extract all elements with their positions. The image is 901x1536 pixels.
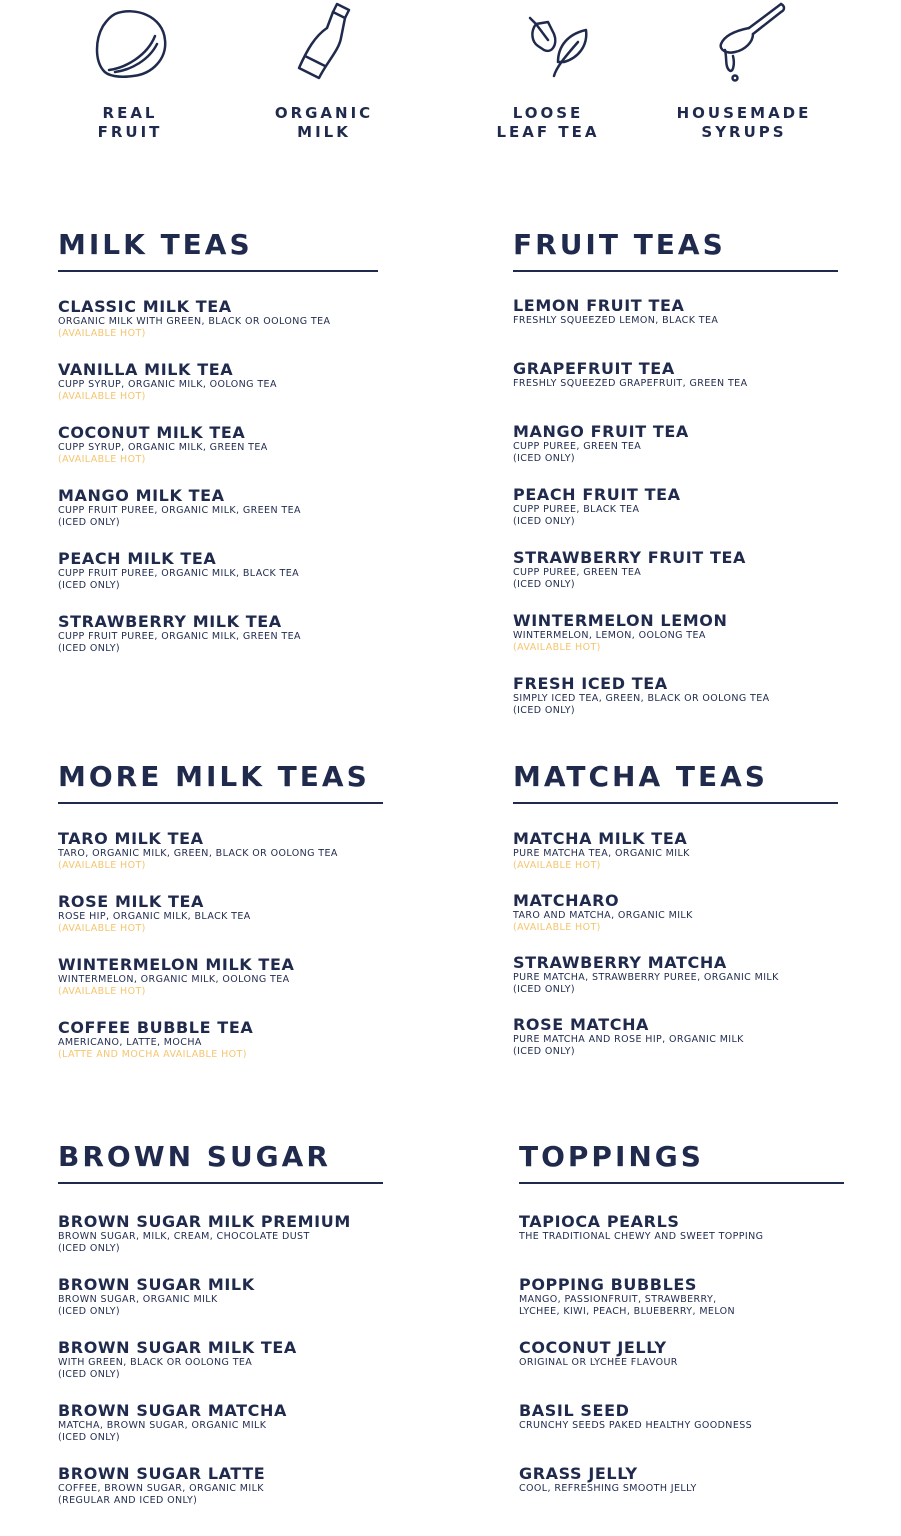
syrup-spoon-icon — [689, 0, 799, 88]
item-note-hot: (LATTE AND MOCHA AVAILABLE HOT) — [58, 1048, 247, 1060]
item-name: MANGO FRUIT TEA — [513, 422, 689, 441]
item-description: TARO AND MATCHA, ORGANIC MILK — [513, 910, 693, 921]
menu-item — [58, 360, 277, 402]
item-name: COCONUT MILK TEA — [58, 423, 246, 442]
item-description: BROWN SUGAR, ORGANIC MILK — [58, 1294, 218, 1305]
section-divider — [513, 802, 838, 804]
item-description: CUPP FRUIT PUREE, ORGANIC MILK, GREEN TEA — [58, 505, 301, 516]
menu-item — [58, 423, 268, 465]
menu-item — [519, 1212, 763, 1243]
section-divider — [519, 1182, 844, 1184]
item-name: ROSE MILK TEA — [58, 892, 205, 911]
menu-item — [513, 891, 693, 933]
item-description: FRESHLY SQUEEZED LEMON, BLACK TEA — [513, 315, 719, 326]
feature-label-line2: FRUIT — [97, 123, 163, 141]
item-note-hot: (AVAILABLE HOT) — [58, 859, 146, 871]
item-description: PURE MATCHA TEA, ORGANIC MILK — [513, 848, 690, 859]
menu-item — [513, 1015, 744, 1057]
feature-label-line1: HOUSEMADE — [676, 104, 812, 122]
item-description: TARO, ORGANIC MILK, GREEN, BLACK OR OOLONG TEA — [58, 848, 338, 859]
item-description: CUPP SYRUP, ORGANIC MILK, GREEN TEA — [58, 442, 268, 453]
menu-item — [519, 1338, 678, 1369]
item-description: CUPP PUREE, GREEN TEA — [513, 441, 642, 452]
item-note: (ICED ONLY) — [58, 579, 121, 591]
menu-item — [513, 485, 681, 527]
milk-bottle-icon — [279, 0, 369, 88]
item-name: MATCHA MILK TEA — [513, 829, 688, 848]
menu-item — [58, 549, 299, 591]
item-note: (ICED ONLY) — [58, 1368, 121, 1380]
item-description: BROWN SUGAR, MILK, CREAM, CHOCOLATE DUST — [58, 1231, 310, 1242]
feature-housemade-syrups — [659, 0, 829, 141]
section-divider — [513, 270, 838, 272]
section-toppings — [519, 1140, 844, 1494]
menu-item — [58, 1018, 253, 1060]
item-note: (ICED ONLY) — [513, 452, 576, 464]
item-note-hot: (AVAILABLE HOT) — [513, 921, 601, 933]
item-description: ORGANIC MILK WITH GREEN, BLACK OR OOLONG TEA — [58, 316, 331, 327]
item-description: MANGO, PASSIONFRUIT, STRAWBERRY, — [519, 1294, 717, 1305]
feature-label-line2: MILK — [297, 123, 351, 141]
item-name: BROWN SUGAR MILK PREMIUM — [58, 1212, 351, 1231]
section-divider — [58, 1182, 383, 1184]
item-name: STRAWBERRY FRUIT TEA — [513, 548, 747, 567]
item-note-hot: (AVAILABLE HOT) — [58, 985, 146, 997]
menu-item — [58, 829, 338, 871]
item-note: (ICED ONLY) — [513, 515, 576, 527]
item-description: CUPP FRUIT PUREE, ORGANIC MILK, BLACK TEA — [58, 568, 300, 579]
menu-item — [58, 1464, 265, 1506]
item-description: CUPP SYRUP, ORGANIC MILK, OOLONG TEA — [58, 379, 277, 390]
menu-item — [513, 829, 690, 871]
feature-real-fruit — [45, 0, 215, 141]
item-name: LEMON FRUIT TEA — [513, 296, 685, 315]
feature-label-line2: LEAF TEA — [496, 123, 600, 141]
item-description: PURE MATCHA, STRAWBERRY PUREE, ORGANIC MILK — [513, 972, 779, 983]
item-description: WINTERMELON, LEMON, OOLONG TEA — [513, 630, 706, 641]
menu-item — [58, 1275, 255, 1317]
menu-item — [513, 953, 779, 995]
item-note: (ICED ONLY) — [513, 704, 576, 716]
menu-item — [519, 1464, 697, 1495]
section-title: MORE MILK TEAS — [58, 760, 370, 793]
section-divider — [58, 270, 378, 272]
item-name: STRAWBERRY MILK TEA — [58, 612, 282, 631]
item-note-hot: (AVAILABLE HOT) — [58, 453, 146, 465]
item-name: TARO MILK TEA — [58, 829, 204, 848]
item-description: PURE MATCHA AND ROSE HIP, ORGANIC MILK — [513, 1034, 744, 1045]
item-name: CLASSIC MILK TEA — [58, 297, 232, 316]
item-name: GRASS JELLY — [519, 1464, 638, 1483]
item-description: COFFEE, BROWN SUGAR, ORGANIC MILK — [58, 1483, 264, 1494]
menu-item — [513, 296, 718, 327]
item-name: PEACH FRUIT TEA — [513, 485, 681, 504]
feature-label-line1: LOOSE — [512, 104, 584, 122]
item-note: (ICED ONLY) — [513, 1045, 576, 1057]
item-description: CUPP PUREE, GREEN TEA — [513, 567, 642, 578]
item-name: BROWN SUGAR MATCHA — [58, 1401, 287, 1420]
feature-loose-leaf-tea — [463, 0, 633, 141]
item-description: WITH GREEN, BLACK OR OOLONG TEA — [58, 1357, 253, 1368]
item-name: PEACH MILK TEA — [58, 549, 217, 568]
menu-item — [58, 1212, 351, 1254]
lemon-icon — [85, 0, 175, 88]
menu-item — [58, 612, 301, 654]
menu-item — [519, 1275, 735, 1317]
item-note: LYCHEE, KIWI, PEACH, BLUEBERRY, MELON — [519, 1305, 736, 1317]
item-name: VANILLA MILK TEA — [58, 360, 234, 379]
feature-label-line2: SYRUPS — [701, 123, 787, 141]
item-description: COOL, REFRESHING SMOOTH JELLY — [519, 1483, 697, 1494]
section-title: MILK TEAS — [58, 228, 253, 261]
item-note: (ICED ONLY) — [513, 578, 576, 590]
item-name: BROWN SUGAR MILK TEA — [58, 1338, 297, 1357]
item-note: (ICED ONLY) — [58, 642, 121, 654]
feature-label-line1: REAL — [102, 104, 158, 122]
item-description: FRESHLY SQUEEZED GRAPEFRUIT, GREEN TEA — [513, 378, 748, 389]
item-name: COCONUT JELLY — [519, 1338, 667, 1357]
item-note-hot: (AVAILABLE HOT) — [58, 390, 146, 402]
menu-item — [513, 422, 689, 464]
item-description: CRUNCHY SEEDS PAKED HEALTHY GOODNESS — [519, 1420, 753, 1431]
item-name: MANGO MILK TEA — [58, 486, 225, 505]
section-milk-teas — [58, 228, 378, 654]
item-name: COFFEE BUBBLE TEA — [58, 1018, 254, 1037]
item-note: (ICED ONLY) — [58, 516, 121, 528]
item-note-hot: (AVAILABLE HOT) — [58, 922, 146, 934]
item-description: WINTERMELON, ORGANIC MILK, OOLONG TEA — [58, 974, 290, 985]
section-title: MATCHA TEAS — [513, 760, 768, 793]
item-note: (ICED ONLY) — [513, 983, 576, 995]
item-description: ORIGINAL OR LYCHEE FLAVOUR — [519, 1357, 678, 1368]
item-description: THE TRADITIONAL CHEWY AND SWEET TOPPING — [519, 1231, 764, 1242]
menu-item — [58, 892, 251, 934]
item-name: WINTERMELON MILK TEA — [58, 955, 295, 974]
item-description: CUPP FRUIT PUREE, ORGANIC MILK, GREEN TEA — [58, 631, 301, 642]
item-name: FRESH ICED TEA — [513, 674, 668, 693]
menu-item — [513, 611, 727, 653]
item-name: BASIL SEED — [519, 1401, 630, 1420]
menu-item — [58, 297, 330, 339]
item-name: GRAPEFRUIT TEA — [513, 359, 675, 378]
item-note: (ICED ONLY) — [58, 1431, 121, 1443]
item-note: (ICED ONLY) — [58, 1242, 121, 1254]
section-title: FRUIT TEAS — [513, 228, 726, 261]
section-brown-sugar — [58, 1140, 383, 1506]
item-name: BROWN SUGAR LATTE — [58, 1464, 266, 1483]
item-name: WINTERMELON LEMON — [513, 611, 728, 630]
item-note-hot: (AVAILABLE HOT) — [513, 859, 601, 871]
menu-item — [58, 1338, 297, 1380]
item-note-hot: (AVAILABLE HOT) — [58, 327, 146, 339]
item-name: TAPIOCA PEARLS — [519, 1212, 680, 1231]
item-note-hot: (AVAILABLE HOT) — [513, 641, 601, 653]
section-title: BROWN SUGAR — [58, 1140, 331, 1173]
item-description: ROSE HIP, ORGANIC MILK, BLACK TEA — [58, 911, 251, 922]
item-name: ROSE MATCHA — [513, 1015, 650, 1034]
section-divider — [58, 802, 383, 804]
menu-item — [58, 955, 294, 997]
section-more-milk-teas — [58, 760, 383, 1060]
item-note: (ICED ONLY) — [58, 1305, 121, 1317]
item-name: BROWN SUGAR MILK — [58, 1275, 255, 1294]
menu-item — [58, 1401, 287, 1443]
item-name: MATCHARO — [513, 891, 620, 910]
section-fruit-teas — [513, 228, 838, 716]
section-matcha-teas — [513, 760, 838, 1057]
menu-item — [513, 548, 746, 590]
menu-item — [513, 674, 770, 716]
item-name: POPPING BUBBLES — [519, 1275, 698, 1294]
menu-item — [58, 486, 301, 528]
item-name: STRAWBERRY MATCHA — [513, 953, 727, 972]
menu-item — [519, 1401, 752, 1432]
menu-item — [513, 359, 747, 390]
item-description: AMERICANO, LATTE, MOCHA — [58, 1037, 202, 1048]
item-description: MATCHA, BROWN SUGAR, ORGANIC MILK — [58, 1420, 267, 1431]
item-note: (REGULAR AND ICED ONLY) — [58, 1494, 198, 1506]
feature-label-line1: ORGANIC — [274, 104, 374, 122]
feature-organic-milk — [239, 0, 409, 141]
section-title: TOPPINGS — [519, 1140, 704, 1173]
tea-leaves-icon — [498, 0, 598, 88]
item-description: CUPP PUREE, BLACK TEA — [513, 504, 640, 515]
item-description: SIMPLY ICED TEA, GREEN, BLACK OR OOLONG TEA — [513, 693, 770, 704]
